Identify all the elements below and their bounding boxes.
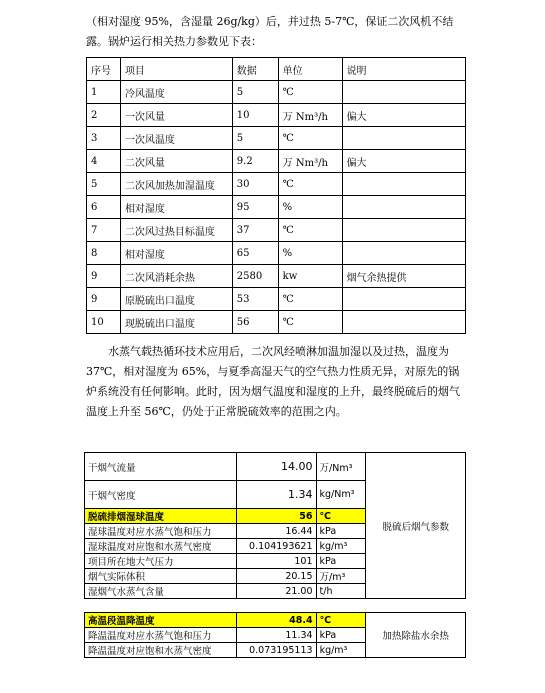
param-unit: 万/Nm³ [316, 453, 366, 481]
param-unit: ℃ [316, 613, 366, 628]
column-header: 序号 [87, 58, 121, 81]
item-name: 二次风加热加湿温度 [120, 173, 232, 196]
param-value: 101 [236, 554, 316, 569]
item-unit: kw [278, 265, 342, 288]
item-note [342, 288, 465, 311]
param-label: 高温段温降温度 [85, 613, 237, 628]
flue-gas-params-table [84, 452, 466, 599]
item-unit: % [278, 196, 342, 219]
row-index: 6 [87, 196, 121, 219]
param-unit: kPa [316, 554, 366, 569]
item-name: 二次风量 [120, 150, 232, 173]
param-label: 项目所在地大气压力 [85, 554, 237, 569]
param-label: 湿球温度对应水蒸气饱和压力 [85, 524, 237, 539]
param-label: 干烟气密度 [85, 481, 237, 509]
item-value: 56 [232, 311, 278, 334]
item-name: 二次风消耗余热 [120, 265, 232, 288]
item-value: 65 [232, 242, 278, 265]
item-unit: ℃ [278, 81, 342, 104]
item-value: 5 [232, 127, 278, 150]
row-index: 4 [87, 150, 121, 173]
column-header: 说明 [342, 58, 465, 81]
param-label: 干烟气流量 [85, 453, 237, 481]
item-value: 5 [232, 81, 278, 104]
param-label: 脱硫排烟湿球温度 [85, 509, 237, 524]
item-value: 53 [232, 288, 278, 311]
item-value: 37 [232, 219, 278, 242]
item-value: 30 [232, 173, 278, 196]
row-index: 9 [87, 265, 121, 288]
table-row [87, 196, 466, 219]
param-value: 16.44 [236, 524, 316, 539]
table-row [87, 150, 466, 173]
table-row [87, 288, 466, 311]
item-name: 现脱硫出口温度 [120, 311, 232, 334]
item-note: 偏大 [342, 150, 465, 173]
param-value: 0.073195113 [236, 643, 316, 658]
row-index: 7 [87, 219, 121, 242]
item-unit: % [278, 242, 342, 265]
param-value: 20.15 [236, 569, 316, 584]
item-note [342, 81, 465, 104]
item-unit: ℃ [278, 127, 342, 150]
body-paragraph: 水蒸气载热循环技术应用后，二次风经喷淋加温加湿以及过热，温度为37℃，相对湿度为 65%，与夏季高湿天气的空气热力性质无异，对原先的锅炉系统没有任何影响。此时，因为烟气温度和湿度的上升，最终脱硫后的烟气温度上升至 56℃，仍处于正常脱硫效率的范围之内。 [86, 345, 460, 418]
item-unit: ℃ [278, 173, 342, 196]
table-row [87, 173, 466, 196]
param-value: 48.4 [236, 613, 316, 628]
item-value: 9.2 [232, 150, 278, 173]
param-unit: kPa [316, 628, 366, 643]
table-row [87, 219, 466, 242]
item-note: 烟气余热提供 [342, 265, 465, 288]
row-index: 2 [87, 104, 121, 127]
param-unit: kg/m³ [316, 643, 366, 658]
item-value: 95 [232, 196, 278, 219]
item-unit: ℃ [278, 219, 342, 242]
table-row [87, 265, 466, 288]
item-unit: ℃ [278, 288, 342, 311]
row-index: 3 [87, 127, 121, 150]
item-note [342, 219, 465, 242]
item-name: 原脱硫出口温度 [120, 288, 232, 311]
item-note: 偏大 [342, 104, 465, 127]
table-row [87, 81, 466, 104]
desalt-water-heat-table [84, 612, 466, 658]
item-value: 10 [232, 104, 278, 127]
column-header: 数据 [232, 58, 278, 81]
item-unit: 万 Nm³/h [278, 104, 342, 127]
table-row [85, 613, 466, 628]
column-header: 项目 [120, 58, 232, 81]
item-name: 一次风温度 [120, 127, 232, 150]
item-name: 冷风温度 [120, 81, 232, 104]
item-unit: ℃ [278, 311, 342, 334]
param-label: 烟气实际体积 [85, 569, 237, 584]
table-row [87, 242, 466, 265]
item-name: 相对湿度 [120, 196, 232, 219]
column-header: 单位 [278, 58, 342, 81]
item-value: 2580 [232, 265, 278, 288]
table-row [85, 453, 466, 481]
row-index: 8 [87, 242, 121, 265]
param-label: 降温温度对应水蒸气饱和压力 [85, 628, 237, 643]
param-value: 11.34 [236, 628, 316, 643]
param-label: 湿球温度对应饱和水蒸气密度 [85, 539, 237, 554]
item-name: 相对湿度 [120, 242, 232, 265]
item-unit: 万 Nm³/h [278, 150, 342, 173]
row-index: 10 [87, 311, 121, 334]
param-label: 降温温度对应饱和水蒸气密度 [85, 643, 237, 658]
table-header-row [87, 58, 466, 81]
table-row [87, 311, 466, 334]
param-unit: ℃ [316, 509, 366, 524]
param-unit: kg/Nm³ [316, 481, 366, 509]
param-unit: kPa [316, 524, 366, 539]
param-value: 56 [236, 509, 316, 524]
boiler-params-table [86, 57, 466, 334]
item-name: 一次风量 [120, 104, 232, 127]
param-unit: 万/m³ [316, 569, 366, 584]
item-note [342, 127, 465, 150]
param-value: 0.104193621 [236, 539, 316, 554]
intro-paragraph: （相对湿度 95%，含湿量 26g/kg）后，并过热 5-7℃，保证二次风机不结露。锅炉运行相关热力参数见下表： [86, 15, 454, 48]
table-row [87, 104, 466, 127]
item-note [342, 242, 465, 265]
row-index: 5 [87, 173, 121, 196]
param-unit: kg/m³ [316, 539, 366, 554]
item-name: 二次风过热目标温度 [120, 219, 232, 242]
table-row [87, 127, 466, 150]
param-value: 21.00 [236, 584, 316, 599]
item-note [342, 196, 465, 219]
row-index: 9 [87, 288, 121, 311]
group-label: 加热除盐水余热 [366, 613, 466, 658]
item-note [342, 311, 465, 334]
param-value: 14.00 [236, 453, 316, 481]
param-value: 1.34 [236, 481, 316, 509]
row-index: 1 [87, 81, 121, 104]
param-unit: t/h [316, 584, 366, 599]
group-label: 脱硫后烟气参数 [366, 453, 466, 599]
item-note [342, 173, 465, 196]
param-label: 湿烟气水蒸气含量 [85, 584, 237, 599]
